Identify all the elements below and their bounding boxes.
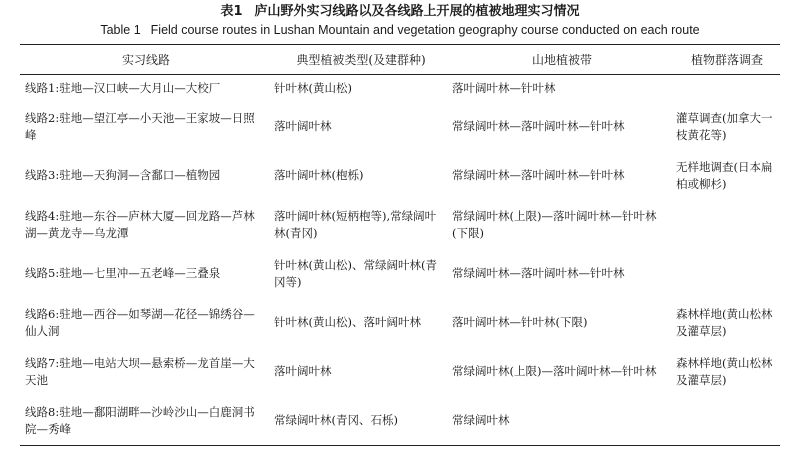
vegetation-belt-cell: 落叶阔叶林—针叶林 <box>452 81 556 95</box>
vegetation-type-cell: 落叶阔叶林 <box>274 364 332 378</box>
table-body <box>20 75 780 446</box>
table-row <box>20 298 780 347</box>
community-survey-cell: 森林样地(黄山松林及灌草层) <box>676 306 773 338</box>
route-cell: 线路4:驻地—东谷—庐林大厦—回龙路—芦林湖—黄龙寺—乌龙潭 <box>25 208 255 240</box>
table-row <box>20 347 780 396</box>
vegetation-type-cell: 针叶林(黄山松)、落叶阔叶林 <box>274 315 421 329</box>
table-caption-english <box>0 22 800 39</box>
route-cell: 线路5:驻地—七里冲—五老峰—三叠泉 <box>25 266 221 280</box>
table-caption-chinese <box>0 3 800 21</box>
table-row <box>20 102 780 151</box>
route-cell: 线路6:驻地—西谷—如琴湖—花径—锦绣谷—仙人洞 <box>25 306 255 338</box>
table-number-chinese: 表1 <box>220 4 243 19</box>
community-survey-cell <box>674 200 780 249</box>
community-survey-cell <box>674 249 780 298</box>
vegetation-belt-cell: 落叶阔叶林—针叶林(下限) <box>452 315 588 329</box>
community-survey-cell: 灌草调查(加拿大一枝黄花等) <box>676 110 773 142</box>
table-row <box>20 249 780 298</box>
field-routes-table <box>20 44 780 446</box>
vegetation-belt-cell: 常绿阔叶林(上限)—落叶阔叶林—针叶林(下限) <box>452 208 657 240</box>
route-cell: 线路8:驻地—鄱阳湖畔—沙岭沙山—白鹿洞书院—秀峰 <box>25 404 255 436</box>
community-survey-cell: 森林样地(黄山松林及灌草层) <box>676 355 773 387</box>
table-row <box>20 200 780 249</box>
table-title-english: Field course routes in Lushan Mountain and vegetation geography course conducted on each route <box>150 23 700 37</box>
vegetation-belt-cell: 常绿阔叶林—落叶阔叶林—针叶林 <box>452 168 625 182</box>
table-row <box>20 396 780 446</box>
community-survey-cell: 无样地调查(日本扁柏或柳杉) <box>676 159 773 191</box>
route-cell: 线路2:驻地—望江亭—小天池—王家坡—日照峰 <box>25 110 255 142</box>
route-cell: 线路7:驻地—电站大坝—悬索桥—龙首崖—大天池 <box>25 355 255 387</box>
vegetation-type-cell: 针叶林(黄山松) <box>274 81 352 95</box>
header-vegetation-belt: 山地植被带 <box>531 53 592 67</box>
header-vegetation-type: 典型植被类型(及建群种) <box>296 53 426 67</box>
vegetation-type-cell: 落叶阔叶林(枹栎) <box>274 168 364 182</box>
vegetation-belt-cell: 常绿阔叶林(上限)—落叶阔叶林—针叶林 <box>452 364 657 378</box>
vegetation-type-cell: 落叶阔叶林(短柄枹等),常绿阔叶林(青冈) <box>274 208 437 240</box>
community-survey-cell <box>674 75 780 103</box>
vegetation-type-cell: 针叶林(黄山松)、常绿阔叶林(青冈等) <box>274 257 437 289</box>
header-row <box>20 45 780 75</box>
header-route: 实习线路 <box>121 53 170 67</box>
vegetation-belt-cell: 常绿阔叶林 <box>452 413 510 427</box>
table-title-chinese: 庐山野外实习线路以及各线路上开展的植被地理实习情况 <box>254 4 580 19</box>
header-community-survey: 植物群落调查 <box>690 53 763 67</box>
vegetation-type-cell: 常绿阔叶林(青冈、石栎) <box>274 413 398 427</box>
vegetation-type-cell: 落叶阔叶林 <box>274 119 332 133</box>
table-number-english: Table 1 <box>100 23 141 37</box>
vegetation-belt-cell: 常绿阔叶林—落叶阔叶林—针叶林 <box>452 266 625 280</box>
table-header <box>20 45 780 75</box>
community-survey-cell <box>674 396 780 446</box>
route-cell: 线路3:驻地—天狗洞—含鄱口—植物园 <box>25 168 221 182</box>
route-cell: 线路1:驻地—汉口峡—大月山—大校厂 <box>25 81 221 95</box>
table-row <box>20 151 780 200</box>
vegetation-belt-cell: 常绿阔叶林—落叶阔叶林—针叶林 <box>452 119 625 133</box>
table-row <box>20 75 780 103</box>
